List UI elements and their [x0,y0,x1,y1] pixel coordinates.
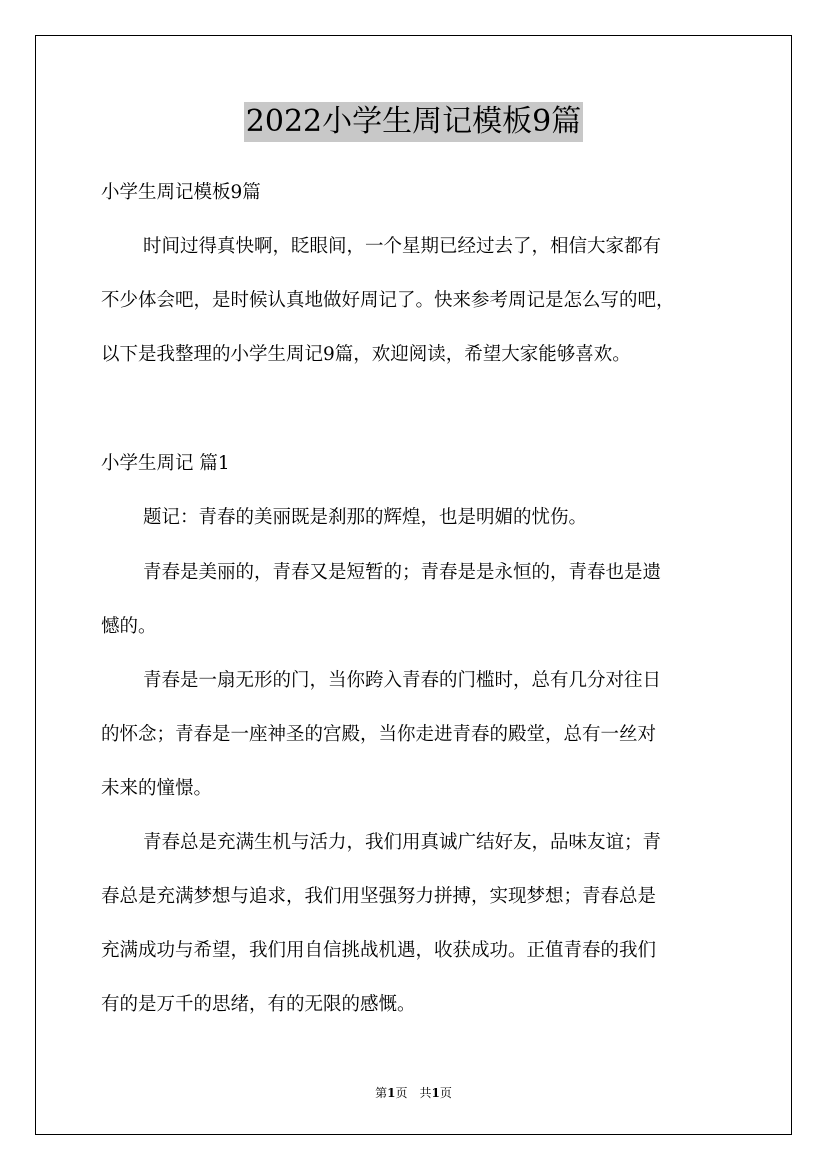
section-line: 有的是万千的思绪，有的无限的感慨。 [101,994,416,1015]
page-footer [0,1084,827,1101]
section-line: 未来的憧憬。 [101,778,213,799]
section-line: 题记：青春的美丽既是刹那的辉煌，也是明媚的忧伤。 [143,507,588,528]
footer-page-prefix: 第 [375,1086,388,1100]
intro-line: 不少体会吧，是时候认真地做好周记了。快来参考周记是怎么写的吧， [101,290,675,311]
intro-line: 以下是我整理的小学生周记9篇，欢迎阅读，希望大家能够喜欢。 [101,344,631,365]
footer-page-number: 1 [387,1086,396,1100]
section-line: 青春总是充满生机与活力，我们用真诚广结好友，品味友谊；青 [143,832,662,853]
footer-total-number: 1 [431,1086,440,1100]
section-line: 的怀念；青春是一座神圣的宫殿，当你走进青春的殿堂，总有一丝对 [101,724,657,745]
intro-line: 时间过得真快啊，眨眼间，一个星期已经过去了，相信大家都有 [143,236,662,257]
footer-page-suffix: 页 [395,1086,408,1100]
section-heading: 小学生周记 篇1 [101,453,230,474]
section-line: 春总是充满梦想与追求，我们用坚强努力拼搏，实现梦想；青春总是 [101,886,657,907]
section-line: 青春是一扇无形的门，当你跨入青春的门槛时，总有几分对往日 [143,670,662,691]
section-line: 充满成功与希望，我们用自信挑战机遇，收获成功。正值青春的我们 [101,940,657,961]
footer-total-suffix: 页 [439,1086,452,1100]
section-line: 憾的。 [101,616,157,637]
section-line: 青春是美丽的，青春又是短暂的；青春是是永恒的，青春也是遗 [143,562,662,583]
document-subtitle: 小学生周记模板9篇 [101,182,261,203]
document-title: 2022小学生周记模板9篇 [244,102,583,142]
footer-total-prefix: 共 [419,1086,432,1100]
title-container [0,102,827,142]
